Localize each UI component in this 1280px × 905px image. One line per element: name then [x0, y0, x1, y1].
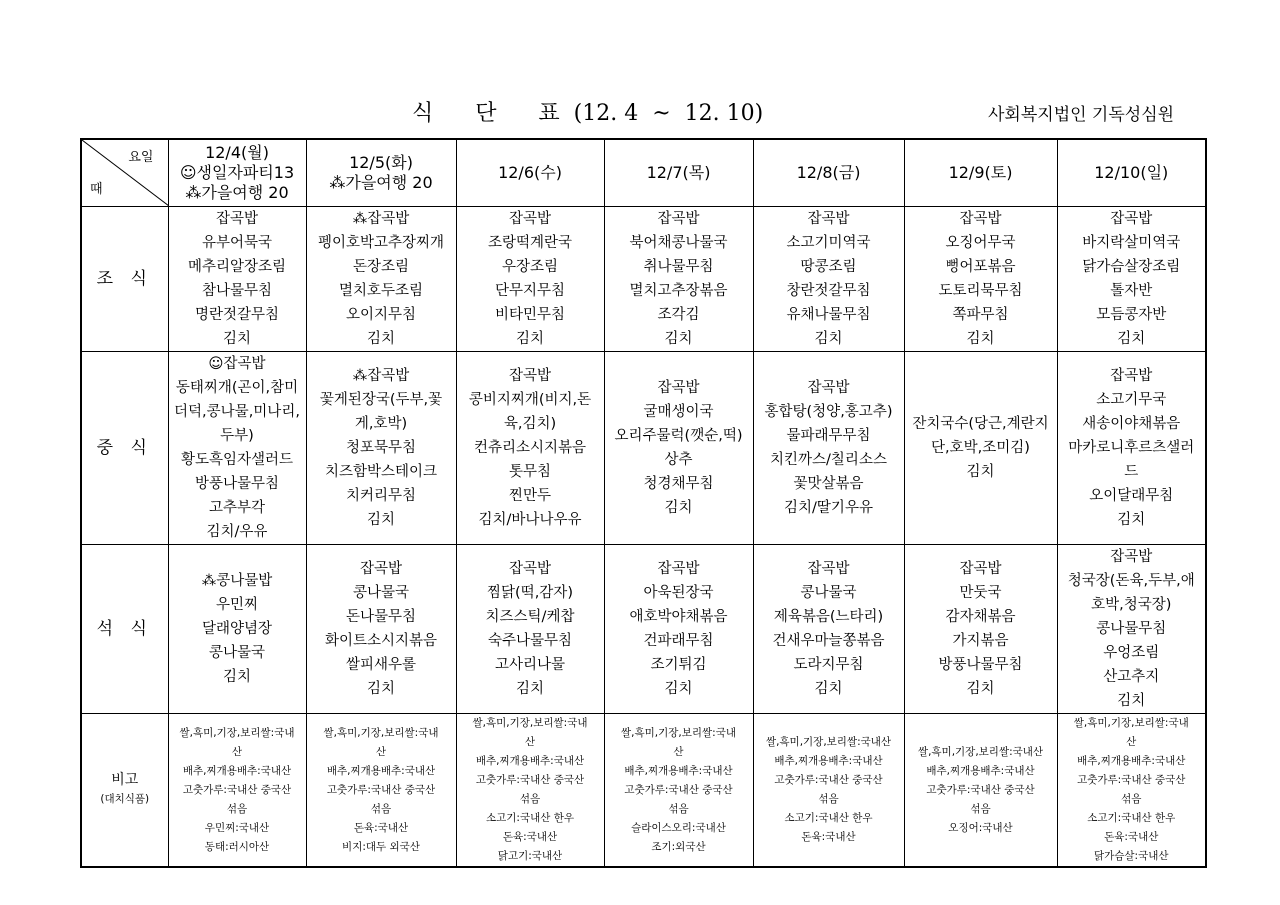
menu-item: 닭고기:국내산 — [497, 850, 563, 862]
menu-item: 오리주물럭(깻순,떡) — [614, 428, 743, 444]
menu-item: 김치 — [814, 681, 843, 697]
menu-item: 동태:러시아산 — [204, 840, 270, 853]
menu-item: 감자채볶음 — [945, 609, 1016, 625]
menu-item: 도라지무침 — [793, 657, 864, 673]
menu-item: 김치 — [366, 331, 395, 347]
notes-cell-day-3 — [456, 714, 604, 868]
menu-item: 조각김 — [657, 307, 700, 323]
breakfast-cell-day-5 — [753, 207, 904, 352]
menu-item: ⁂콩나물밥 — [201, 573, 273, 589]
dinner-cell-day-2 — [306, 545, 456, 714]
menu-item: ⁂잡곡밥 — [352, 368, 410, 384]
notes-cell-day-5 — [753, 714, 904, 868]
lunch-cell-day-3 — [456, 352, 604, 545]
notes-row — [81, 714, 1206, 868]
menu-item: 배추,찌개용배추:국내산 — [326, 764, 436, 777]
menu-item: 물파래무무침 — [786, 428, 871, 444]
menu-item: 산고추지 — [1103, 669, 1160, 685]
dinner-cell-day-6 — [904, 545, 1057, 714]
menu-item: 잡곡밥 — [1110, 549, 1153, 565]
menu-item: 고춧가루:국내산 중국산 — [624, 783, 733, 796]
menu-item: 오징어무국 — [945, 235, 1016, 251]
menu-item: 조랑떡계란국 — [487, 235, 573, 251]
lunch-cell-day-6 — [904, 352, 1057, 545]
lunch-row — [81, 352, 1206, 545]
menu-item: 두부) — [220, 428, 254, 444]
menu-item: 쌀,흑미,기장,보리쌀:국내산 — [765, 736, 892, 748]
menu-item: 배추,찌개용배추:국내산 — [475, 755, 585, 767]
corner-day-label: 요일 — [128, 150, 154, 165]
row-label-sub: (대치식품) — [100, 793, 150, 805]
lunch-cell-day-2 — [306, 352, 456, 545]
breakfast-label — [81, 207, 168, 352]
menu-item: 모듬콩자반 — [1096, 307, 1167, 323]
menu-item: 김치 — [664, 331, 693, 347]
menu-item: 소고기:국내산 한우 — [1087, 812, 1176, 824]
menu-item: 김치 — [1117, 512, 1146, 528]
menu-item: 쪽파무침 — [952, 307, 1009, 323]
day-header-line: 12/8(금) — [796, 163, 861, 182]
menu-item: 섞음 — [668, 802, 689, 815]
row-label-text: 중 식 — [96, 438, 153, 458]
page-title: 식 단 표 (12. 4 ~ 12. 10) — [412, 101, 764, 126]
menu-item: 배추,찌개용배추:국내산 — [182, 764, 292, 777]
menu-item: 치즈함박스테이크 — [324, 464, 438, 480]
dinner-cell-day-7 — [1057, 545, 1206, 714]
day-header-line: ⁂가을여행 20 — [329, 173, 433, 192]
menu-item: 치즈스틱/케찹 — [485, 609, 575, 625]
day-header-line: ☺생일자파티13 — [179, 163, 295, 182]
menu-item: 명란젓갈무침 — [194, 307, 280, 323]
menu-item: 콩나물국 — [352, 585, 410, 601]
menu-item: 섞음 — [519, 793, 541, 805]
menu-item: 고추부각 — [208, 500, 266, 516]
row-label-text: 석 식 — [96, 619, 153, 639]
notes-cell-day-1 — [168, 714, 306, 868]
menu-item: 화이트소시지볶음 — [324, 633, 438, 649]
menu-item: 취나물무침 — [643, 259, 714, 275]
day-header-2 — [306, 139, 456, 207]
menu-item: 찐만두 — [508, 488, 552, 504]
menu-item: 도토리묵무침 — [938, 283, 1023, 299]
menu-item: 쌀,흑미,기장,보리쌀:국내 — [323, 726, 439, 739]
menu-item: 새송이야채볶음 — [1082, 416, 1181, 432]
menu-item: 우민찌:국내산 — [204, 821, 270, 834]
menu-item: 김치 — [1117, 693, 1146, 709]
menu-item: 유부어묵국 — [201, 235, 273, 251]
menu-item: 김치 — [366, 512, 395, 528]
menu-item: 김치/바나나우유 — [478, 512, 582, 528]
day-header-line: 12/7(목) — [646, 163, 711, 182]
day-header-1 — [168, 139, 306, 207]
menu-item: 소고기무국 — [1096, 392, 1167, 408]
day-header-line: ⁂가을여행 20 — [185, 183, 289, 202]
day-header-3 — [456, 139, 604, 207]
menu-item: 김치 — [515, 681, 544, 697]
menu-item: 애호박야채볶음 — [629, 609, 728, 625]
menu-item: 산 — [673, 745, 684, 758]
corner-time-label: 때 — [90, 182, 103, 197]
menu-item: 김치 — [366, 681, 395, 697]
menu-item: 김치 — [664, 500, 693, 516]
menu-item: 건파래무침 — [643, 633, 714, 649]
menu-item: 산 — [524, 736, 536, 748]
menu-item: 단,호박,조미김) — [931, 440, 1030, 456]
menu-item: 제육볶음(느타리) — [773, 609, 884, 625]
menu-item: 우엉조림 — [1103, 645, 1160, 661]
menu-item: 잡곡밥 — [657, 211, 700, 227]
day-header-line: 12/5(화) — [349, 153, 413, 172]
day-header-line: 12/10(일) — [1094, 163, 1169, 182]
breakfast-cell-day-6 — [904, 207, 1057, 352]
day-header-4 — [604, 139, 753, 207]
day-header-6 — [904, 139, 1057, 207]
breakfast-row — [81, 207, 1206, 352]
menu-item: 잡곡밥 — [807, 561, 850, 577]
menu-item: 돈육:국내산 — [353, 821, 409, 834]
breakfast-cell-day-7 — [1057, 207, 1206, 352]
corner-cell — [81, 139, 168, 207]
menu-item: 고춧가루:국내산 중국산 — [774, 774, 883, 786]
lunch-cell-day-4 — [604, 352, 753, 545]
menu-item: 소고기:국내산 한우 — [784, 812, 873, 824]
menu-item: 숙주나물무침 — [487, 633, 573, 649]
day-header-line: 12/6(수) — [498, 163, 562, 182]
menu-item: 더덕,콩나물,미나리, — [174, 404, 300, 420]
menu-item: ☺잡곡밥 — [208, 356, 266, 372]
menu-item: 뻥어포볶음 — [945, 259, 1016, 275]
day-header-7 — [1057, 139, 1206, 207]
menu-item: 배추,찌개용배추:국내산 — [1077, 755, 1186, 767]
menu-item: 김치 — [966, 464, 995, 480]
menu-item: 소고기:국내산 한우 — [485, 812, 575, 824]
menu-item: 돈육:국내산 — [502, 831, 558, 843]
day-header-line: 12/4(월) — [205, 143, 269, 162]
menu-item: 꽃맛살볶음 — [793, 476, 864, 492]
menu-item: 돈육:국내산 — [801, 831, 856, 843]
menu-item: 조기튀김 — [650, 657, 707, 673]
notes-label — [81, 714, 168, 868]
menu-item: 방풍나물무침 — [938, 657, 1023, 673]
menu-item: 멸치고추장볶음 — [629, 283, 728, 299]
menu-item: 콩비지찌개(비지,돈 — [468, 392, 592, 408]
menu-item: 슬라이스오리:국내산 — [631, 821, 726, 834]
menu-item: 찜닭(떡,감자) — [487, 585, 573, 601]
organization-name: 사회복지법인 기독성심원 — [988, 105, 1175, 125]
menu-item: 펭이호박고추장찌개 — [317, 235, 445, 251]
menu-item: 아욱된장국 — [643, 585, 714, 601]
menu-item: 바지락살미역국 — [1082, 235, 1181, 251]
breakfast-cell-day-3 — [456, 207, 604, 352]
menu-item: 청국장(돈육,두부,애 — [1067, 573, 1195, 589]
menu-item: 단무지무침 — [494, 283, 566, 299]
menu-item: 오징어:국내산 — [948, 821, 1013, 834]
breakfast-cell-day-1 — [168, 207, 306, 352]
menu-item: 쌀,흑미,기장,보리쌀:국내 — [1073, 717, 1189, 729]
menu-item: 달래양념장 — [201, 621, 273, 637]
menu-item: 꽃게된장국(두부,꽃 — [319, 392, 443, 408]
menu-item: 만둣국 — [959, 585, 1002, 601]
menu-item: 돈육:국내산 — [1104, 831, 1159, 843]
menu-item: 동태찌개(곤이,참미 — [175, 380, 299, 396]
menu-item: 고춧가루:국내산 중국산 — [326, 783, 436, 796]
notes-cell-day-6 — [904, 714, 1057, 868]
menu-item: 톳무침 — [508, 464, 552, 480]
menu-item: 잡곡밥 — [508, 368, 552, 384]
menu-item: 김치/우유 — [206, 524, 268, 540]
menu-item: 방풍나물무침 — [194, 476, 280, 492]
menu-item: 콩나물국 — [208, 645, 266, 661]
menu-item: ⁂잡곡밥 — [352, 211, 410, 227]
menu-item: 잡곡밥 — [959, 211, 1002, 227]
menu-item: 유채나물무침 — [786, 307, 871, 323]
menu-item: 고사리나물 — [494, 657, 566, 673]
menu-item: 드 — [1124, 464, 1139, 480]
breakfast-cell-day-4 — [604, 207, 753, 352]
header-row — [81, 139, 1206, 207]
menu-item: 우장조림 — [501, 259, 559, 275]
menu-item: 김치 — [966, 681, 995, 697]
menu-item: 땅콩조림 — [800, 259, 857, 275]
menu-item: 김치/딸기우유 — [784, 500, 873, 516]
menu-item: 섞음 — [1121, 793, 1142, 805]
menu-item: 산 — [1126, 736, 1137, 748]
row-label-text: 조 식 — [96, 269, 153, 289]
day-header-5 — [753, 139, 904, 207]
menu-item: 메추리알장조림 — [187, 259, 287, 275]
menu-item: 호박,청국장) — [1091, 597, 1172, 613]
menu-item: 치킨까스/칠리소스 — [770, 452, 887, 468]
lunch-cell-day-1 — [168, 352, 306, 545]
menu-item: 배추,찌개용배추:국내산 — [624, 764, 733, 777]
menu-item: 닭가슴살:국내산 — [1093, 850, 1169, 862]
menu-item: 섞음 — [370, 802, 392, 815]
lunch-cell-day-5 — [753, 352, 904, 545]
menu-item: 청포묵무침 — [345, 440, 417, 456]
menu-item: 비지:대두 외국산 — [342, 840, 420, 853]
menu-item: 상추 — [664, 452, 693, 468]
notes-cell-day-2 — [306, 714, 456, 868]
menu-item: 배추,찌개용배추:국내산 — [926, 764, 1035, 777]
menu-item: 마카로니후르츠샐러 — [1068, 440, 1195, 456]
menu-item: 게,호박) — [354, 416, 408, 432]
dinner-cell-day-3 — [456, 545, 604, 714]
menu-item: 산 — [375, 745, 387, 758]
menu-item: 굴매생이국 — [643, 404, 714, 420]
menu-item: 컨츄리소시지볶음 — [473, 440, 587, 456]
menu-item: 쌀,흑미,기장,보리쌀:국내산 — [917, 745, 1044, 758]
menu-item: 쌀피새우롤 — [345, 657, 417, 673]
menu-item: 잡곡밥 — [508, 211, 552, 227]
menu-item: 잡곡밥 — [657, 380, 700, 396]
day-header-line: 12/9(토) — [948, 163, 1013, 182]
menu-item: 잡곡밥 — [1110, 211, 1153, 227]
menu-item: 고춧가루:국내산 중국산 — [926, 783, 1035, 796]
menu-item: 고춧가루:국내산 중국산 — [1077, 774, 1186, 786]
lunch-cell-day-7 — [1057, 352, 1206, 545]
menu-item: 황도흑임자샐러드 — [180, 452, 294, 468]
menu-item: 잡곡밥 — [959, 561, 1002, 577]
menu-item: 우민찌 — [215, 597, 259, 613]
breakfast-cell-day-2 — [306, 207, 456, 352]
menu-item: 섞음 — [970, 802, 991, 815]
menu-item: 콩나물국 — [800, 585, 857, 601]
menu-item: 고춧가루:국내산 중국산 — [475, 774, 585, 786]
menu-item: 잡곡밥 — [359, 561, 403, 577]
menu-item: 가지볶음 — [952, 633, 1009, 649]
menu-item: 쌀,흑미,기장,보리쌀:국내 — [621, 726, 736, 739]
menu-item: 김치 — [966, 331, 995, 347]
menu-item: 김치 — [664, 681, 693, 697]
dinner-row — [81, 545, 1206, 714]
menu-item: 고춧가루:국내산 중국산 — [182, 783, 292, 796]
menu-item: 홍합탕(청양,홍고추) — [764, 404, 893, 420]
notes-cell-day-7 — [1057, 714, 1206, 868]
menu-item: 북어채콩나물국 — [629, 235, 728, 251]
menu-item: 배추,찌개용배추:국내산 — [774, 755, 883, 767]
dinner-cell-day-1 — [168, 545, 306, 714]
menu-item: 섞음 — [226, 802, 248, 815]
menu-item: 잔치국수(당근,계란지 — [912, 416, 1049, 432]
menu-item: 잡곡밥 — [807, 211, 850, 227]
menu-table — [80, 138, 1207, 868]
menu-item: 돈장조림 — [352, 259, 410, 275]
menu-item: 잡곡밥 — [807, 380, 850, 396]
menu-item: 섞음 — [818, 793, 839, 805]
menu-item: 김치 — [1117, 331, 1146, 347]
menu-item: 잡곡밥 — [508, 561, 552, 577]
menu-item: 쌀,흑미,기장,보리쌀:국내 — [179, 726, 295, 739]
menu-item: 김치 — [515, 331, 544, 347]
menu-item: 육,김치) — [503, 416, 557, 432]
menu-item: 콩나물무침 — [1096, 621, 1167, 637]
menu-item: 잡곡밥 — [215, 211, 259, 227]
menu-item: 김치 — [222, 331, 251, 347]
row-label-text: 비고 — [111, 772, 139, 788]
dinner-cell-day-5 — [753, 545, 904, 714]
menu-item: 비타민무침 — [494, 307, 566, 323]
menu-item: 조기:외국산 — [651, 840, 706, 853]
menu-item: 소고기미역국 — [786, 235, 871, 251]
menu-item: 쌀,흑미,기장,보리쌀:국내 — [472, 717, 588, 729]
menu-item: 닭가슴살장조림 — [1082, 259, 1181, 275]
menu-item: 톨자반 — [1110, 283, 1153, 299]
menu-item: 건새우마늘쫑볶음 — [772, 633, 885, 649]
dinner-label — [81, 545, 168, 714]
menu-item: 치커리무침 — [345, 488, 417, 504]
menu-item: 김치 — [814, 331, 843, 347]
menu-item: 오이달래무침 — [1089, 488, 1174, 504]
menu-item: 청경채무침 — [643, 476, 714, 492]
menu-item: 오이지무침 — [345, 307, 417, 323]
menu-item: 잡곡밥 — [657, 561, 700, 577]
menu-item: 멸치호두조림 — [338, 283, 424, 299]
menu-item: 참나물무침 — [201, 283, 273, 299]
menu-item: 돈나물무침 — [345, 609, 417, 625]
menu-item: 창란젓갈무침 — [786, 283, 871, 299]
menu-item: 김치 — [222, 669, 251, 685]
dinner-cell-day-4 — [604, 545, 753, 714]
notes-cell-day-4 — [604, 714, 753, 868]
menu-item: 산 — [231, 745, 243, 758]
lunch-label — [81, 352, 168, 545]
menu-item: 잡곡밥 — [1110, 368, 1153, 384]
